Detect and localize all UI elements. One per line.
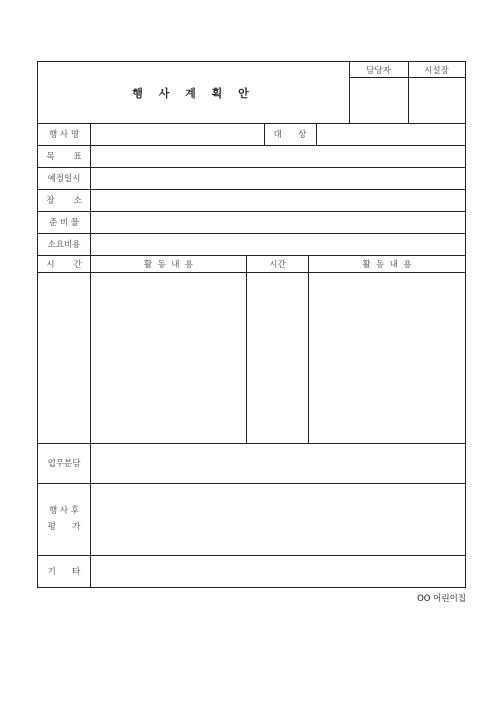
cost-field[interactable] (91, 233, 465, 255)
label-place: 장 소 (46, 196, 82, 206)
schedule-field[interactable] (91, 167, 465, 189)
label-evaluation (38, 483, 90, 555)
activity-right-field[interactable] (309, 273, 465, 443)
duties-field[interactable] (91, 443, 465, 483)
header-activity-right: 활 동 내 용 (362, 259, 412, 270)
place-field[interactable] (91, 189, 465, 211)
label-evaluation-line1: 행 사 후 (48, 506, 80, 516)
label-cost: 소요비용 (47, 240, 81, 250)
approval-manager-label: 담당자 (366, 65, 391, 76)
approval-director-signature[interactable] (408, 78, 465, 123)
header-activity-left: 활 동 내 용 (143, 259, 194, 270)
preparation-field[interactable] (91, 211, 465, 233)
label-duties: 업무분담 (47, 459, 81, 469)
label-schedule: 예정일시 (47, 174, 81, 184)
kindergarten-name: OO 어린이집 (417, 594, 466, 604)
form-title: 행 사 계 획 안 (132, 86, 255, 100)
time-left-field[interactable] (38, 273, 90, 443)
approval-manager-signature[interactable] (349, 78, 408, 123)
label-etc: 기 타 (47, 567, 81, 577)
event-name-field[interactable] (91, 123, 264, 145)
etc-field[interactable] (91, 555, 465, 587)
label-event-name: 행 사 명 (48, 130, 80, 140)
header-time-left: 시 간 (46, 259, 82, 270)
goal-field[interactable] (91, 145, 465, 167)
evaluation-field[interactable] (91, 483, 465, 555)
activity-left-field[interactable] (91, 273, 246, 443)
target-field[interactable] (317, 123, 465, 145)
label-target: 대 상 (273, 130, 307, 140)
label-evaluation-line2: 평 가 (47, 522, 81, 532)
event-plan-form (37, 61, 466, 588)
label-preparation: 준 비 물 (48, 218, 80, 228)
approval-director-label: 시설장 (424, 65, 449, 76)
label-goal: 목 표 (46, 152, 82, 162)
header-time-right: 시간 (269, 259, 286, 270)
time-right-field[interactable] (247, 273, 308, 443)
